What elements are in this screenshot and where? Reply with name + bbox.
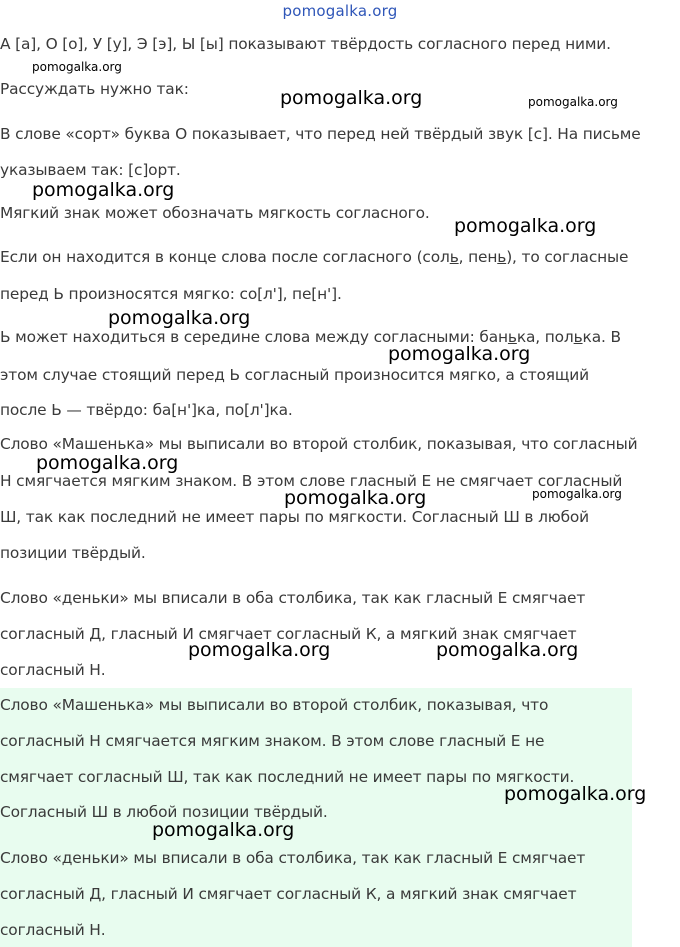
watermark: pomogalka.org [36,452,179,474]
text-line: Слово «деньки» мы вписали в оба столбика, так как гласный Е смягчает [0,589,586,607]
soft-sign-underlined: ь [573,328,583,346]
watermark: pomogalka.org [152,819,295,841]
text-line: перед Ь произносятся мягко: со[л'], пе[н']. [0,285,342,303]
text-line: согласный Н. [0,661,106,679]
text-line: Ш, так как последний не имеет пары по мягкости. Согласный Ш в любой [0,508,590,526]
answer-line: согласный Н. [0,921,106,939]
text-line: позиции твёрдый. [0,544,146,562]
text-line: согласный Д, гласный И смягчает согласный К, а мягкий знак смягчает [0,625,577,643]
text-segment: Если он находится в конце слова после согласного (сол [0,248,450,266]
watermark: pomogalka.org [504,783,647,805]
site-header [0,0,680,24]
soft-sign-underlined: ь [497,248,507,266]
answer-line: согласный Д, гласный И смягчает согласный К, а мягкий знак смягчает [0,885,577,903]
site-link[interactable]: pomogalka.org [282,2,398,20]
watermark: pomogalka.org [284,487,427,509]
text-line [0,247,628,267]
watermark: pomogalka.org [188,639,331,661]
text-line: Мягкий знак может обозначать мягкость согласного. [0,204,430,222]
answer-line: Согласный Ш в любой позиции твёрдый. [0,803,328,821]
watermark: pomogalka.org [436,639,579,661]
watermark: pomogalka.org [532,487,622,501]
watermark: pomogalka.org [108,307,251,329]
watermark: pomogalka.org [388,343,531,365]
text-line: после Ь — твёрдо: ба[н']ка, по[л']ка. [0,401,293,419]
text-segment: ка, пол [516,328,574,346]
text-segment: ), то согласные [506,248,629,266]
watermark: pomogalka.org [32,179,175,201]
text-line: А [а], О [о], У [у], Э [э], Ы [ы] показывают твёрдость согласного перед ними. [0,35,611,53]
text-segment: Ь может находиться в середине слова между согласными: бан [0,328,508,346]
soft-sign-underlined: ь [449,248,459,266]
text-line: этом случае стоящий перед Ь согласный произносится мягко, а стоящий [0,366,589,384]
watermark: pomogalka.org [280,87,423,109]
text-line: Слово «Машенька» мы выписали во второй столбик, показывая, что согласный [0,435,638,453]
text-segment: , пен [458,248,498,266]
text-line: Н смягчается мягким знаком. В этом слове гласный Е не смягчает согласный [0,472,623,490]
text-line: В слове «сорт» буква О показывает, что перед ней твёрдый звук [с]. На письме [0,125,641,143]
answer-line: смягчает согласный Ш, так как последний не имеет пары по мягкости. [0,768,575,786]
watermark: pomogalka.org [454,215,597,237]
answer-line: согласный Н смягчается мягким знаком. В этом слове гласный Е не [0,732,545,750]
soft-sign-underlined: ь [507,328,517,346]
watermark: pomogalka.org [528,95,618,109]
text-segment: ка. В [582,328,621,346]
answer-line: Слово «Машенька» мы выписали во второй столбик, показывая, что [0,696,549,714]
watermark: pomogalka.org [32,60,122,74]
answer-line: Слово «деньки» мы вписали в оба столбика, так как гласный Е смягчает [0,849,586,867]
text-line: Рассуждать нужно так: [0,80,189,98]
text-line: указываем так: [с]орт. [0,161,181,179]
